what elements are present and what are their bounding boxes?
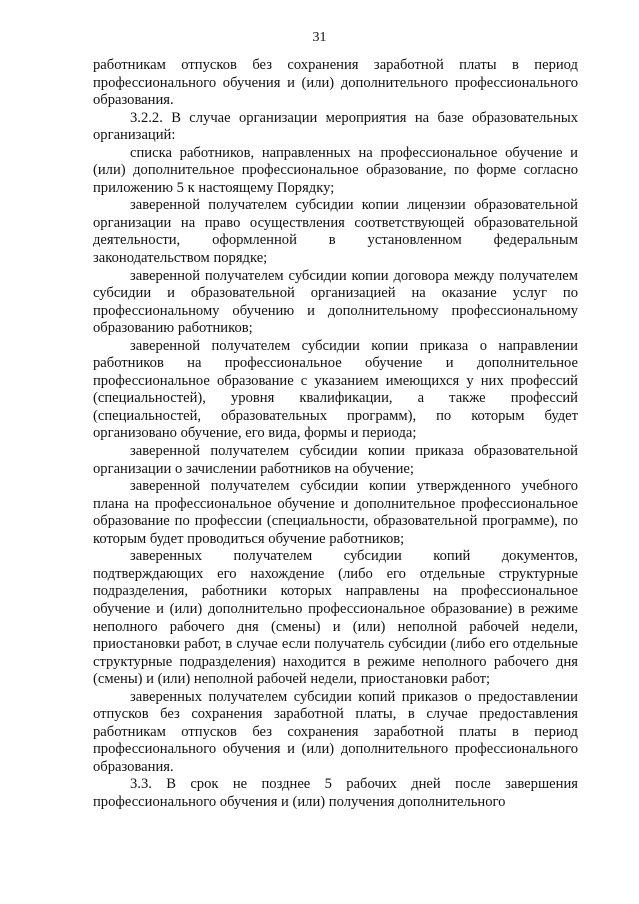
document-body [93, 57, 578, 812]
paragraph: работникам отпусков без сохранения заработной платы в период профессионального обучения и (или) дополнительного профессионального образования. [93, 57, 578, 109]
paragraph: заверенной получателем субсидии копии договора между получателем субсидии и образовательной организацией на оказание услуг по профессиональному обучению и дополнительному профессиональному образованию работников; [93, 267, 578, 337]
paragraph: заверенной получателем субсидии копии лицензии образовательной организации на право осуществления соответствующей образовательной деятельности, оформленной в установленном федеральным законодательством порядке; [93, 197, 578, 267]
paragraph: 3.3. В срок не позднее 5 рабочих дней после завершения профессионального обучения и (или) получения дополнительного [93, 776, 578, 810]
paragraph: заверенных получателем субсидии копий приказов о предоставлении отпусков без сохранения заработной платы, в случае предоставления работникам отпусков без сохранения заработной платы в период профессионального обучения и (или) дополнительного профессионального образования. [93, 688, 578, 775]
paragraph: 3.2.2. В случае организации мероприятия на базе образовательных организаций: [93, 109, 578, 144]
paragraph: заверенной получателем субсидии копии приказа образовательной организации о зачислении работников на обучение; [93, 443, 578, 477]
paragraph: списка работников, направленных на профессиональное обучение и (или) дополнительное профессиональное образование, по форме согласно приложению 5 к настоящему Порядку; [93, 144, 578, 196]
paragraph: заверенной получателем субсидии копии утвержденного учебного плана на профессиональное обучение и дополнительное профессиональное образование по профессии (специальности, образовательной программе), по которым будет проводиться обучение работников; [93, 478, 578, 547]
paragraph: заверенной получателем субсидии копии приказа о направлении работников на профессиональное обучение и дополнительное профессиональное образование с указанием имеющихся у них профессий (специальностей), уровня квалификации, а также профессий (специальностей, образовательных программ), по которым будет организовано обучение, его вида, формы и периода; [93, 337, 578, 442]
page-number: 31 [312, 30, 327, 45]
paragraph: заверенных получателем субсидии копий документов, подтверждающих его нахождение (либо его отдельные структурные подразделения, работники которых направлены на профессиональное обучение и (или) дополнительно профессиональное образование) в режиме неполного рабочего дня (смены) и (или) неполной рабочей недели, приостановки работ, в случае если получатель субсидии (либо его отдельные структурные подразделения) находится в режиме неполного рабочего дня (смены) и (или) неполной рабочей недели, приостановки работ; [93, 548, 578, 688]
